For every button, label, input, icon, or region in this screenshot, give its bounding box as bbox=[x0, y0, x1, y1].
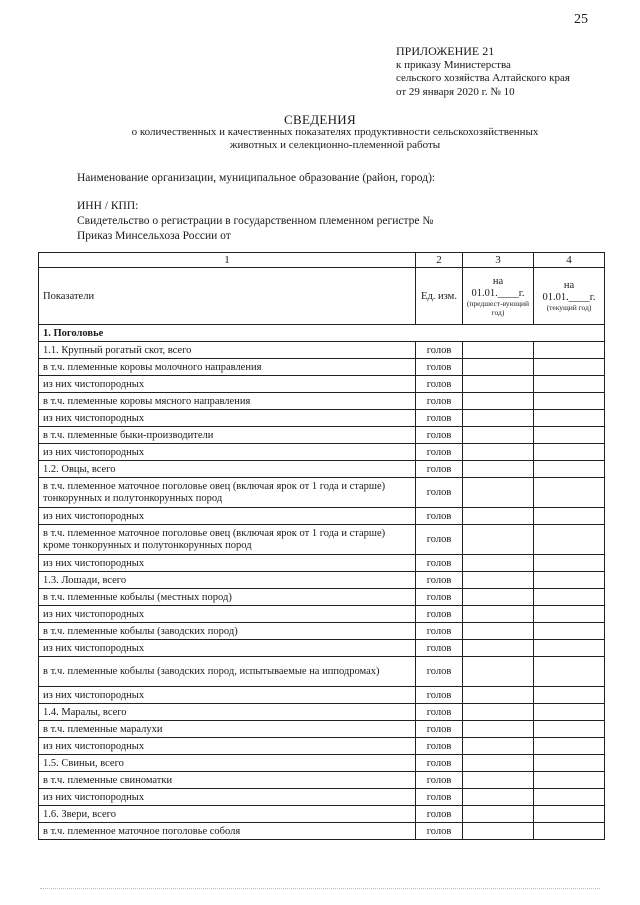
value-current-year-cell[interactable] bbox=[534, 606, 605, 623]
header-unit: Ед. изм. bbox=[416, 268, 463, 325]
row-label: из них чистопородных bbox=[39, 410, 416, 427]
registration-fields bbox=[77, 199, 433, 244]
row-unit: голов bbox=[416, 410, 463, 427]
row-label: в т.ч. племенное маточное поголовье овец (включая ярок от 1 года и старше) тонкорунных и полутонкорунных пород bbox=[39, 478, 416, 508]
row-unit: голов bbox=[416, 657, 463, 687]
row-label: в т.ч. племенные кобылы (местных пород) bbox=[39, 589, 416, 606]
value-prev-year-cell[interactable] bbox=[463, 704, 534, 721]
value-prev-year-cell[interactable] bbox=[463, 376, 534, 393]
row-unit: голов bbox=[416, 508, 463, 525]
value-prev-year-cell[interactable] bbox=[463, 687, 534, 704]
row-label: из них чистопородных bbox=[39, 444, 416, 461]
value-current-year-cell[interactable] bbox=[534, 738, 605, 755]
row-unit: голов bbox=[416, 478, 463, 508]
value-prev-year-cell[interactable] bbox=[463, 359, 534, 376]
value-prev-year-cell[interactable] bbox=[463, 755, 534, 772]
table-row bbox=[39, 444, 605, 461]
table-row bbox=[39, 772, 605, 789]
value-current-year-cell[interactable] bbox=[534, 393, 605, 410]
row-unit: голов bbox=[416, 789, 463, 806]
row-label: из них чистопородных bbox=[39, 376, 416, 393]
header-on: на bbox=[563, 280, 575, 291]
inn-field: ИНН / КПП: bbox=[77, 200, 139, 212]
table-row bbox=[39, 376, 605, 393]
header-indicators: Показатели bbox=[39, 268, 416, 325]
value-prev-year-cell[interactable] bbox=[463, 721, 534, 738]
row-unit: голов bbox=[416, 823, 463, 840]
table-row bbox=[39, 806, 605, 823]
table-row bbox=[39, 640, 605, 657]
col-number: 2 bbox=[416, 253, 463, 268]
row-unit: голов bbox=[416, 461, 463, 478]
col-number: 4 bbox=[534, 253, 605, 268]
row-label: из них чистопородных bbox=[39, 508, 416, 525]
table-row bbox=[39, 525, 605, 555]
value-current-year-cell[interactable] bbox=[534, 687, 605, 704]
value-current-year-cell[interactable] bbox=[534, 806, 605, 823]
row-unit: голов bbox=[416, 687, 463, 704]
table-row bbox=[39, 823, 605, 840]
value-prev-year-cell[interactable] bbox=[463, 623, 534, 640]
row-unit: голов bbox=[416, 525, 463, 555]
value-current-year-cell[interactable] bbox=[534, 657, 605, 687]
subtitle-line-1: о количественных и качественных показателях продуктивности сельскохозяйственных bbox=[131, 126, 539, 138]
value-prev-year-cell[interactable] bbox=[463, 555, 534, 572]
col-number: 1 bbox=[39, 253, 416, 268]
value-prev-year-cell[interactable] bbox=[463, 508, 534, 525]
row-label: из них чистопородных bbox=[39, 606, 416, 623]
value-current-year-cell[interactable] bbox=[534, 342, 605, 359]
value-prev-year-cell[interactable] bbox=[463, 572, 534, 589]
row-label: 1.3. Лошади, всего bbox=[39, 572, 416, 589]
row-unit: голов bbox=[416, 342, 463, 359]
row-label: в т.ч. племенное маточное поголовье соболя bbox=[39, 823, 416, 840]
table-row bbox=[39, 721, 605, 738]
value-prev-year-cell[interactable] bbox=[463, 738, 534, 755]
row-label: 1.2. Овцы, всего bbox=[39, 461, 416, 478]
value-current-year-cell[interactable] bbox=[534, 427, 605, 444]
document-subtitle bbox=[90, 126, 580, 152]
page-number: 25 bbox=[574, 12, 588, 27]
row-unit: голов bbox=[416, 393, 463, 410]
header-on: на bbox=[492, 275, 504, 287]
table-row bbox=[39, 657, 605, 687]
value-current-year-cell[interactable] bbox=[534, 572, 605, 589]
row-unit: голов bbox=[416, 555, 463, 572]
page-bottom-edge bbox=[40, 888, 600, 889]
value-current-year-cell[interactable] bbox=[534, 461, 605, 478]
row-unit: голов bbox=[416, 755, 463, 772]
certificate-field: Свидетельство о регистрации в государственном племенном регистре № bbox=[77, 215, 434, 227]
value-prev-year-cell[interactable] bbox=[463, 606, 534, 623]
value-prev-year-cell[interactable] bbox=[463, 640, 534, 657]
table-row bbox=[39, 342, 605, 359]
value-prev-year-cell[interactable] bbox=[463, 806, 534, 823]
table-row bbox=[39, 508, 605, 525]
appendix-line-3: от 29 января 2020 г. № 10 bbox=[396, 85, 515, 98]
value-current-year-cell[interactable] bbox=[534, 376, 605, 393]
column-numbers-row bbox=[39, 253, 605, 268]
value-current-year-cell[interactable] bbox=[534, 721, 605, 738]
row-unit: голов bbox=[416, 572, 463, 589]
table-row bbox=[39, 755, 605, 772]
row-unit: голов bbox=[416, 704, 463, 721]
table-row bbox=[39, 572, 605, 589]
document-title: СВЕДЕНИЯ bbox=[284, 112, 356, 127]
value-current-year-cell[interactable] bbox=[534, 478, 605, 508]
row-unit: голов bbox=[416, 589, 463, 606]
row-label: из них чистопородных bbox=[39, 789, 416, 806]
table-row bbox=[39, 427, 605, 444]
row-label: в т.ч. племенные кобылы (заводских пород, испытываемые на ипподромах) bbox=[39, 657, 416, 687]
table-row bbox=[39, 393, 605, 410]
org-name-field: Наименование организации, муниципальное образование (район, город): bbox=[77, 172, 436, 184]
value-prev-year-cell[interactable] bbox=[463, 342, 534, 359]
row-label: в т.ч. племенные свиноматки bbox=[39, 772, 416, 789]
value-current-year-cell[interactable] bbox=[534, 589, 605, 606]
row-label: из них чистопородных bbox=[39, 555, 416, 572]
header-prev-year bbox=[463, 268, 534, 325]
value-prev-year-cell[interactable] bbox=[463, 525, 534, 555]
header-row bbox=[39, 268, 605, 325]
table-row bbox=[39, 606, 605, 623]
row-label: в т.ч. племенные коровы мясного направления bbox=[39, 393, 416, 410]
appendix-title: ПРИЛОЖЕНИЕ 21 bbox=[396, 44, 495, 58]
value-prev-year-cell[interactable] bbox=[463, 823, 534, 840]
row-label: в т.ч. племенные кобылы (заводских пород) bbox=[39, 623, 416, 640]
row-label: в т.ч. племенное маточное поголовье овец (включая ярок от 1 года и старше) кроме тонкорунных и полутонкорунных пород bbox=[39, 525, 416, 555]
row-label: из них чистопородных bbox=[39, 738, 416, 755]
row-label: 1.1. Крупный рогатый скот, всего bbox=[39, 342, 416, 359]
header-date: 01.01.____г. bbox=[471, 287, 525, 299]
value-current-year-cell[interactable] bbox=[534, 508, 605, 525]
row-label: 1.4. Маралы, всего bbox=[39, 704, 416, 721]
section-title: 1. Поголовье bbox=[39, 325, 605, 342]
value-prev-year-cell[interactable] bbox=[463, 657, 534, 687]
value-prev-year-cell[interactable] bbox=[463, 410, 534, 427]
value-prev-year-cell[interactable] bbox=[463, 772, 534, 789]
value-current-year-cell[interactable] bbox=[534, 823, 605, 840]
value-current-year-cell[interactable] bbox=[534, 704, 605, 721]
value-prev-year-cell[interactable] bbox=[463, 444, 534, 461]
table-row bbox=[39, 687, 605, 704]
row-label: 1.5. Свиньи, всего bbox=[39, 755, 416, 772]
header-date: 01.01.____г. bbox=[542, 292, 596, 303]
table-row bbox=[39, 738, 605, 755]
row-label: из них чистопородных bbox=[39, 640, 416, 657]
row-label: 1.6. Звери, всего bbox=[39, 806, 416, 823]
row-unit: голов bbox=[416, 359, 463, 376]
value-current-year-cell[interactable] bbox=[534, 525, 605, 555]
value-current-year-cell[interactable] bbox=[534, 410, 605, 427]
row-unit: голов bbox=[416, 623, 463, 640]
row-unit: голов bbox=[416, 806, 463, 823]
row-label: из них чистопородных bbox=[39, 687, 416, 704]
header-note: (предшест-вующий год) bbox=[466, 298, 530, 317]
value-current-year-cell[interactable] bbox=[534, 755, 605, 772]
table-row bbox=[39, 589, 605, 606]
value-prev-year-cell[interactable] bbox=[463, 478, 534, 508]
row-unit: голов bbox=[416, 772, 463, 789]
row-unit: голов bbox=[416, 376, 463, 393]
table-row bbox=[39, 410, 605, 427]
section-row bbox=[39, 325, 605, 342]
value-current-year-cell[interactable] bbox=[534, 623, 605, 640]
table-row bbox=[39, 359, 605, 376]
table-row bbox=[39, 789, 605, 806]
row-label: в т.ч. племенные быки-производители bbox=[39, 427, 416, 444]
value-prev-year-cell[interactable] bbox=[463, 589, 534, 606]
value-current-year-cell[interactable] bbox=[534, 444, 605, 461]
value-prev-year-cell[interactable] bbox=[463, 461, 534, 478]
row-unit: голов bbox=[416, 444, 463, 461]
value-current-year-cell[interactable] bbox=[534, 640, 605, 657]
subtitle-line-2: животных и селекционно-племенной работы bbox=[229, 139, 441, 151]
table-row bbox=[39, 555, 605, 572]
appendix-line-2: сельского хозяйства Алтайского края bbox=[396, 72, 570, 84]
row-label: в т.ч. племенные маралухи bbox=[39, 721, 416, 738]
value-prev-year-cell[interactable] bbox=[463, 789, 534, 806]
value-prev-year-cell[interactable] bbox=[463, 393, 534, 410]
appendix-block bbox=[396, 45, 570, 99]
value-prev-year-cell[interactable] bbox=[463, 427, 534, 444]
row-unit: голов bbox=[416, 721, 463, 738]
table-row bbox=[39, 704, 605, 721]
table-row bbox=[39, 478, 605, 508]
indicators-table bbox=[38, 252, 605, 840]
order-field: Приказ Минсельхоза России от bbox=[77, 230, 231, 242]
appendix-line-1: к приказу Министерства bbox=[396, 58, 511, 71]
header-note: (текущий год) bbox=[546, 303, 592, 312]
value-current-year-cell[interactable] bbox=[534, 789, 605, 806]
table-row bbox=[39, 623, 605, 640]
row-unit: голов bbox=[416, 606, 463, 623]
value-current-year-cell[interactable] bbox=[534, 772, 605, 789]
value-current-year-cell[interactable] bbox=[534, 555, 605, 572]
table-row bbox=[39, 461, 605, 478]
row-unit: голов bbox=[416, 640, 463, 657]
value-current-year-cell[interactable] bbox=[534, 359, 605, 376]
header-current-year bbox=[534, 268, 605, 325]
row-label: в т.ч. племенные коровы молочного направления bbox=[39, 359, 416, 376]
row-unit: голов bbox=[416, 738, 463, 755]
col-number: 3 bbox=[463, 253, 534, 268]
row-unit: голов bbox=[416, 427, 463, 444]
